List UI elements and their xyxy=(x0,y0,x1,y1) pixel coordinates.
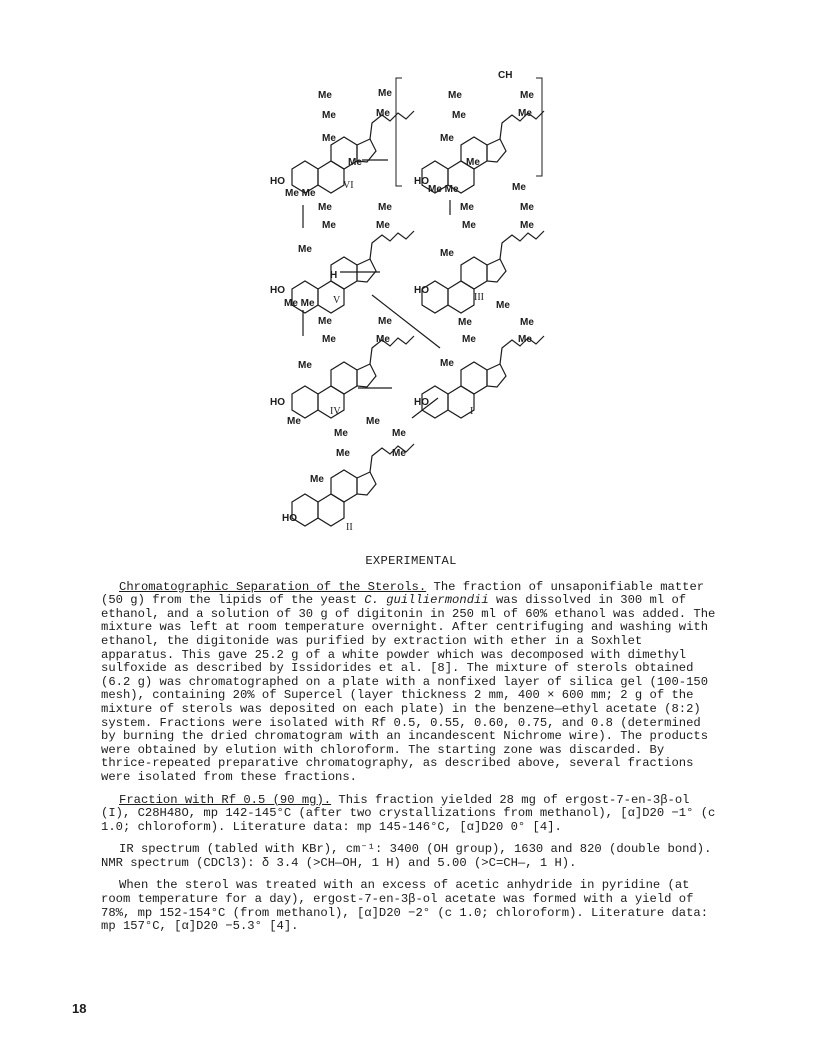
svg-text:Me: Me xyxy=(318,316,332,327)
article-body xyxy=(101,545,721,943)
svg-text:Me: Me xyxy=(366,416,380,427)
svg-text:Me: Me xyxy=(378,88,392,99)
svg-text:Me: Me xyxy=(466,157,480,168)
structure-VI xyxy=(270,88,414,199)
svg-text:HO: HO xyxy=(414,285,429,296)
paragraph-fraction: Fraction with Rf 0.5 (90 mg). This fraction yielded 28 mg of ergost-7-en-3β-ol (I), C28H48O, mp 142-145°C (after two crystallizations from methanol), [α]D20 −1° (c 1.0; chloroform). Literature data: mp 145-146°C, [α]D20 0° [4]. xyxy=(101,792,716,834)
svg-text:Me: Me xyxy=(376,108,390,119)
svg-text:Me Me: Me Me xyxy=(428,184,459,195)
svg-text:Me: Me xyxy=(298,360,312,371)
svg-text:Me: Me xyxy=(448,90,462,101)
svg-text:Me: Me xyxy=(520,220,534,231)
svg-text:HO: HO xyxy=(270,285,285,296)
svg-text:Me: Me xyxy=(392,428,406,439)
svg-text:Me: Me xyxy=(348,157,362,168)
compound-label: I xyxy=(470,406,474,417)
svg-text:HO: HO xyxy=(414,176,429,187)
compound-label: V xyxy=(333,295,341,306)
species-name: C. guilliermondii xyxy=(364,593,489,608)
svg-text:Me: Me xyxy=(378,202,392,213)
svg-text:Me: Me xyxy=(322,334,336,345)
svg-text:Me: Me xyxy=(520,202,534,213)
svg-text:Me: Me xyxy=(518,108,532,119)
svg-text:Me: Me xyxy=(310,474,324,485)
svg-text:Me: Me xyxy=(462,334,476,345)
structure-bracketed xyxy=(396,70,544,195)
svg-text:Me: Me xyxy=(322,133,336,144)
structure-V xyxy=(270,202,414,313)
svg-text:Me Me: Me Me xyxy=(284,298,315,309)
structure-II xyxy=(282,416,414,533)
svg-text:Me: Me xyxy=(334,428,348,439)
svg-text:Me: Me xyxy=(460,202,474,213)
svg-text:Me: Me xyxy=(376,334,390,345)
svg-text:Me: Me xyxy=(322,110,336,121)
paragraph-title: Chromatographic Separation of the Sterols. xyxy=(119,579,427,594)
svg-text:Me: Me xyxy=(376,220,390,231)
paragraph-title: Fraction with Rf 0.5 (90 mg). xyxy=(119,792,332,807)
svg-text:Me: Me xyxy=(318,202,332,213)
svg-text:Me: Me xyxy=(318,90,332,101)
svg-text:Me: Me xyxy=(378,316,392,327)
svg-text:Me: Me xyxy=(392,448,406,459)
structure-I xyxy=(414,300,544,418)
svg-text:Me: Me xyxy=(440,133,454,144)
svg-text:Me: Me xyxy=(520,90,534,101)
svg-text:CH: CH xyxy=(498,70,513,81)
structure-III xyxy=(414,182,544,313)
svg-text:Me: Me xyxy=(452,110,466,121)
svg-text:Me: Me xyxy=(520,317,534,328)
compound-label: VI xyxy=(343,180,354,191)
svg-text:Me: Me xyxy=(496,300,510,311)
svg-text:Me: Me xyxy=(462,220,476,231)
compound-label: II xyxy=(346,522,353,533)
svg-text:HO: HO xyxy=(270,176,285,187)
paragraph-spectra: IR spectrum (tabled with KBr), cm⁻¹: 3400 (OH group), 1630 and 820 (double bond). NMR spectrum (CDCl3): δ 3.4 (>CH—OH, 1 H) and 5.00 (>C=CH—, 1 H). xyxy=(101,842,712,870)
svg-text:Me: Me xyxy=(440,358,454,369)
svg-text:HO: HO xyxy=(414,397,429,408)
compound-label: IV xyxy=(330,406,341,417)
svg-text:HO: HO xyxy=(270,397,285,408)
svg-text:Me: Me xyxy=(440,248,454,259)
svg-text:HO: HO xyxy=(282,513,297,524)
svg-text:H: H xyxy=(330,270,338,281)
paragraph-separation: Chromatographic Separation of the Sterols. The fraction of unsaponifiable matter (50 g) from the lipids of the yeast C. guilliermondii was dissolved in 300 ml of ethanol, and a solution of 30 g of digitonin in 250 ml of 60% ethanol was added. The mixture was left at room temperature overnight. After centrifuging and washing with ethanol, the digitonide was purified by extraction with ether in a Soxhlet apparatus. This gave 25.2 g of a white powder which was decomposed with dimethyl sulfoxide as described by Issidorides et al. [8]. The mixture of sterols obtained (6.2 g) was chromatographed on a plate with a nonfixed layer of silica gel (100-150 mesh), containing 20% of Supercel (layer thickness 2 mm, 400 × 600 mm; 2 g of the mixture of sterols was deposited on each plate) in the benzene—ethyl acetate (8:2) system. Fractions were isolated with Rf 0.5, 0.55, 0.60, 0.75, and 0.8 (determined by burning the dried chromatogram with an incandescent Nichrome wire). The products were obtained by elution with chloroform. The starting zone was discarded. By thrice-repeated preparative chromatography, as described above, several fractions were isolated from these fractions. xyxy=(101,579,716,784)
structure-IV xyxy=(270,316,414,427)
svg-text:Me: Me xyxy=(298,244,312,255)
svg-text:Me: Me xyxy=(287,416,301,427)
compound-label: III xyxy=(474,292,484,303)
svg-text:Me: Me xyxy=(336,448,350,459)
page-number: 18 xyxy=(72,1001,87,1016)
svg-text:Me Me: Me Me xyxy=(285,188,316,199)
svg-text:Me: Me xyxy=(458,317,472,328)
paragraph-acetate: When the sterol was treated with an excess of acetic anhydride in pyridine (at room temperature for a day), ergost-7-en-3β-ol acetate was formed with a yield of 78%, mp 152-154°C (from methanol), [α]D20 −2° (c 1.0; chloroform). Literature data: mp 157°C, [α]D20 −5.3° [4]. xyxy=(101,878,709,934)
svg-text:Me: Me xyxy=(322,220,336,231)
svg-text:Me: Me xyxy=(518,334,532,345)
svg-text:Me: Me xyxy=(512,182,526,193)
section-heading: EXPERIMENTAL xyxy=(365,554,457,568)
